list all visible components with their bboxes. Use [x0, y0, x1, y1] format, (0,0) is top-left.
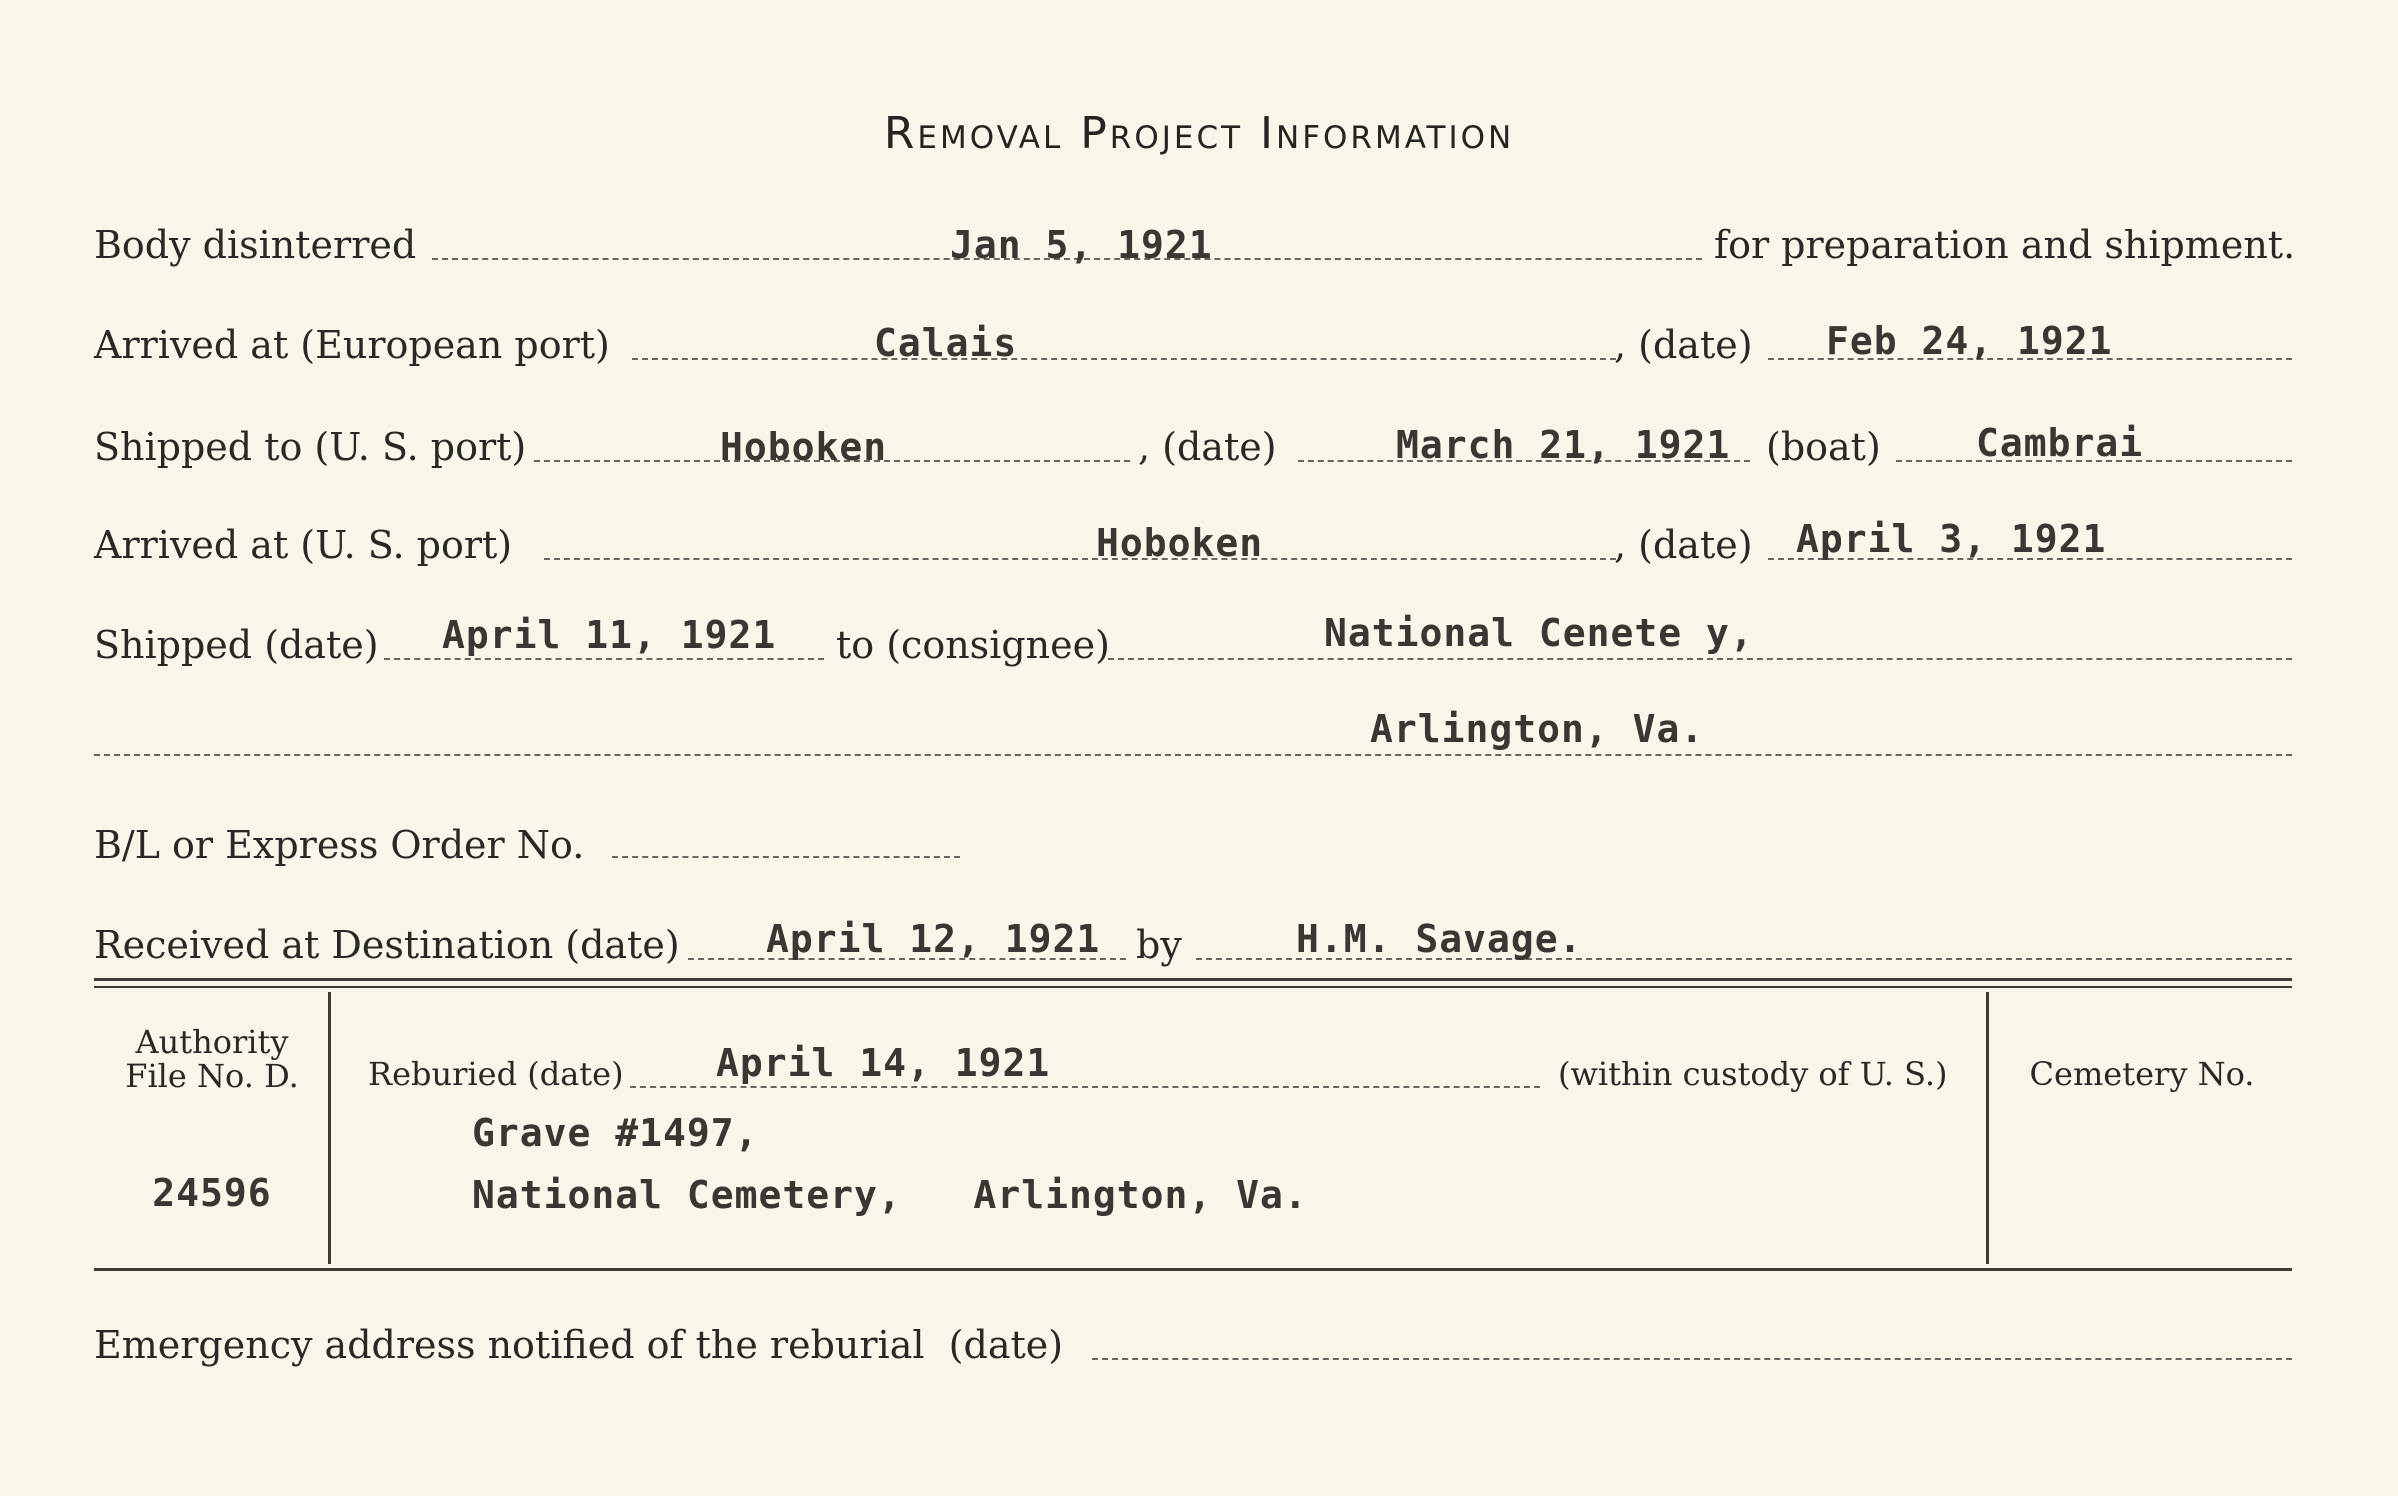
- shipped-date-line: [384, 658, 824, 660]
- shipped-date-value: April 11, 1921: [442, 613, 777, 657]
- body-disinterred-suffix: for preparation and shipment.: [1714, 223, 2296, 267]
- shipped-us-date: March 21, 1921: [1396, 423, 1731, 467]
- arrived-european-line: [632, 358, 1616, 360]
- grave-line-1: Grave #1497,: [472, 1111, 759, 1155]
- received-by-label: by: [1136, 923, 1182, 967]
- custody-label: (within custody of U. S.): [1558, 1055, 1948, 1093]
- emergency-line: [1092, 1358, 2292, 1360]
- consignee-label: to (consignee): [836, 623, 1110, 667]
- bl-order-label: B/L or Express Order No.: [94, 823, 585, 867]
- page-title: Removal Project Information: [883, 108, 1515, 159]
- arrived-european-date-label: , (date): [1614, 323, 1753, 367]
- authority-file-number: 24596: [152, 1171, 272, 1215]
- bl-order-line: [612, 856, 960, 858]
- authority-label-2: File No. D.: [125, 1057, 299, 1095]
- reburied-label: Reburied (date): [368, 1055, 624, 1093]
- body-disinterred-value: Jan 5, 1921: [950, 223, 1213, 267]
- arrived-european-date: Feb 24, 1921: [1826, 319, 2113, 363]
- arrived-european-value: Calais: [874, 321, 1018, 365]
- received-by: H.M. Savage.: [1296, 917, 1583, 961]
- emergency-label: Emergency address notified of the reburial (date): [94, 1323, 1064, 1367]
- arrived-us-line: [544, 558, 1616, 560]
- shipped-date-label: Shipped (date): [94, 623, 379, 667]
- box-bottom-rule: [94, 1268, 2292, 1271]
- reburied-date: April 14, 1921: [716, 1041, 1051, 1085]
- arrived-european-label: Arrived at (European port): [94, 323, 610, 367]
- shipped-us-boat-label: (boat): [1766, 425, 1881, 469]
- consignee-line-2: [94, 754, 2292, 756]
- arrived-us-date-label: , (date): [1614, 523, 1753, 567]
- box-divider-left: [328, 992, 331, 1264]
- shipped-us-boat: Cambrai: [1976, 421, 2144, 465]
- body-disinterred-label: Body disinterred: [94, 223, 417, 267]
- consignee-value-1: National Cenete y,: [1324, 611, 1754, 655]
- consignee-line: [1108, 658, 2292, 660]
- authority-label-1: Authority: [135, 1023, 289, 1061]
- grave-line-2: National Cemetery, Arlington, Va.: [472, 1173, 1308, 1217]
- received-date: April 12, 1921: [766, 917, 1101, 961]
- box-top-rule: [94, 978, 2292, 981]
- reburied-line: [630, 1086, 1540, 1088]
- arrived-us-value: Hoboken: [1096, 521, 1264, 565]
- consignee-value-2: Arlington, Va.: [1370, 707, 1705, 751]
- cemetery-number-label: Cemetery No.: [2029, 1055, 2255, 1093]
- shipped-us-label: Shipped to (U. S. port): [94, 425, 527, 469]
- shipped-us-date-label: , (date): [1138, 425, 1277, 469]
- arrived-us-label: Arrived at (U. S. port): [94, 523, 513, 567]
- box-divider-right: [1986, 992, 1989, 1264]
- received-label: Received at Destination (date): [94, 923, 680, 967]
- shipped-us-value: Hoboken: [720, 425, 888, 469]
- arrived-us-date: April 3, 1921: [1796, 517, 2107, 561]
- box-top-rule-2: [94, 986, 2292, 988]
